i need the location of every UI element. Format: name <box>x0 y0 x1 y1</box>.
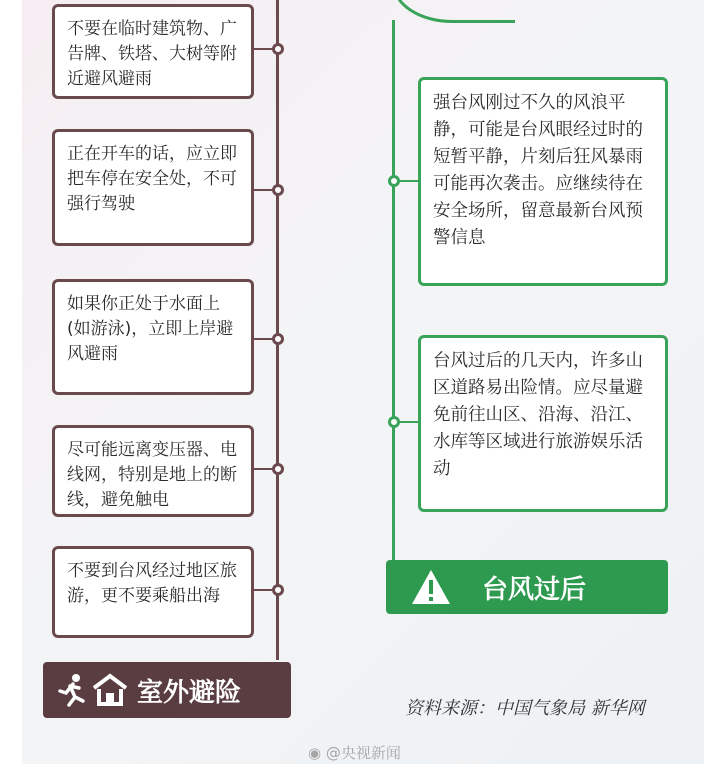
after-typhoon-banner <box>386 560 668 614</box>
outdoor-tip-text: 不要到台风经过地区旅游，更不要乘船出海 <box>67 561 237 606</box>
outdoor-tip-card <box>52 129 254 246</box>
after-tip-text: 台风过后的几天内，许多山区道路易出险情。应尽量避免前往山区、沿海、沿江、水库等区域进行旅游娱乐活动 <box>433 351 643 479</box>
outdoor-tip-text: 正在开车的话，应立即把车停在安全处，不可强行驾驶 <box>67 144 237 214</box>
outdoor-tip-card <box>52 279 254 395</box>
after-tip-card <box>418 335 668 512</box>
timeline-node <box>272 184 284 196</box>
after-tip-text: 强台风刚过不久的风浪平静，可能是台风眼经过时的短暂平静，片刻后狂风暴雨可能再次袭击。应继续待在安全场所，留意最新台风预警信息 <box>433 93 643 248</box>
outdoor-safety-banner <box>43 662 291 718</box>
outdoor-tip-card <box>52 546 254 638</box>
timeline-node <box>388 175 400 187</box>
outdoor-tip-card <box>52 4 254 99</box>
banner-title: 室外避险 <box>137 677 242 708</box>
running-person-icon <box>57 673 87 707</box>
after-timeline-line <box>392 20 395 565</box>
outdoor-tip-card <box>52 425 254 517</box>
timeline-node <box>272 43 284 55</box>
timeline-node <box>272 333 284 345</box>
weibo-icon: ◉ <box>308 744 322 762</box>
timeline-node <box>272 584 284 596</box>
timeline-node <box>388 416 400 428</box>
weibo-watermark <box>308 742 401 763</box>
warning-triangle-icon <box>410 568 452 606</box>
timeline-node <box>272 463 284 475</box>
outdoor-tip-text: 尽可能远离变压器、电线网，特别是地上的断线，避免触电 <box>67 440 237 510</box>
outdoor-tip-text: 如果你正处于水面上(如游泳)，立即上岸避风避雨 <box>67 294 234 364</box>
watermark-text: @央视新闻 <box>325 744 401 762</box>
source-credit: 资料来源：中国气象局 新华网 <box>405 698 645 719</box>
after-tip-card <box>418 77 668 286</box>
house-icon <box>91 673 129 707</box>
banner-title: 台风过后 <box>482 574 587 605</box>
outdoor-tip-text: 不要在临时建筑物、广告牌、铁塔、大树等附近避风避雨 <box>67 19 237 89</box>
outdoor-timeline-line <box>276 0 279 660</box>
